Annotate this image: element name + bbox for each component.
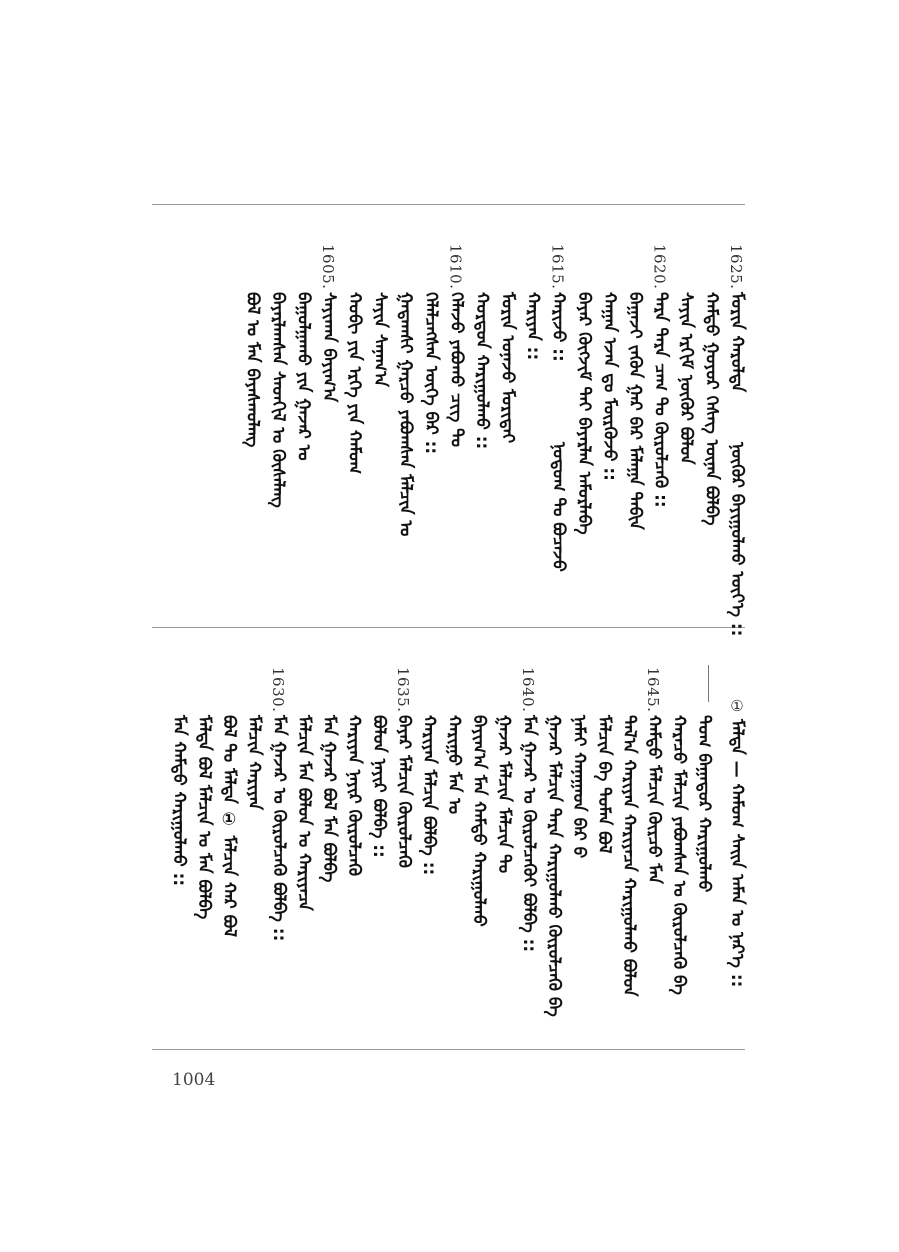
verse-line: ᠬᠠᠷᠢᠵᠤ ::	[548, 292, 569, 362]
verse-line: ᠬᠠᠭᠠᠨ ᠡᠵᠡᠨ ᠳᠤ ᠮᠦᠷᠭᠦᠵᠦ ::	[599, 292, 620, 481]
verse-line: ᠪᠣᠯᠤᠨ ᠨᠠᠶᠢᠷ ᠪᠣᠯᠪᠠ ::	[369, 715, 389, 858]
verse-line: ᠮᠠᠯᠴᠢᠨ ᠬᠠᠷᠢᠶᠠᠨ	[244, 715, 264, 811]
verse-line: ᠮᠠᠯᠲᠠ ᠪᠣᠯ ᠮᠠᠯᠴᠢᠨ ᠤ ᠮᠠᠨ ᠪᠣᠯᠪᠠ	[194, 715, 214, 920]
verse-line: ᠬᠤᠪᠢ ᠶᠢᠨ ᠡᠷᠬᠡ ᠶᠢᠨ ᠬᠠᠮᠤᠭ	[344, 292, 365, 475]
line-number: 1610.	[446, 244, 465, 290]
verse-line: ᠨᠠᠮᠠᠢ ᠬᠠᠨᠠᠭᠠᠳ ᠪᠠᠷ ᠪ	[569, 715, 589, 859]
verse-line: ᠭᠠᠵᠠᠷ ᠮᠠᠯᠴᠢᠨ ᠲᠡᠷᠡ ᠬᠠᠷᠢᠭᠤᠯᠬᠤ ᠬᠦᠷᠦᠯᠴᠡᠬᠦ ᠪᠡ	[544, 715, 564, 1017]
verse-line: ᠪᠠᠶᠢᠭ᠎ᠠ ᠮᠠᠨ ᠬᠠᠮᠲᠤ ᠬᠠᠷᠢᠭᠤᠯᠬᠤ	[469, 715, 489, 927]
line-number: 1625.	[727, 244, 745, 290]
verse-line: ᠮᠠᠯᠴᠢᠨ ᠪᠠ ᠲᠤᠮᠠᠨ ᠪᠣᠯ	[594, 715, 614, 854]
verse-line: ᠪᠠᠭᠤᠯᠭᠠᠬᠤ ᠶᠢᠨ ᠭᠠᠵᠠᠷ ᠤ	[293, 292, 314, 461]
verse-line: ᠮᠠᠯᠴᠢᠨ ᠮᠠᠨ ᠪᠣᠯᠤᠨ ᠤ ᠬᠠᠷᠢᠶᠠᠴᠠ	[294, 715, 314, 911]
verse-line: ᠪᠠᠶᠠᠷ ᠮᠠᠯᠴᠢᠨ ᠬᠦᠷᠦᠯᠴᠡᠬᠦ	[394, 715, 414, 868]
verse-line: ᠪᠠᠶᠠᠷ ᠬᠥᠭᠵᠢᠮ ᠲᠠᠢ ᠪᠠᠶᠠᠷᠯᠠᠨ ᠠᠮᠤᠷᠯᠠᠪᠠ	[574, 292, 594, 535]
verse-line: ᠮᠣᠷᠢᠨ ᠤᠨᠠᠵᠤ ᠮᠣᠷᠢᠲᠠᠢ	[497, 292, 518, 444]
verse-line: ᠮᠠᠨ ᠭᠠᠵᠠᠷ ᠤ ᠬᠦᠷᠦᠯᠴᠡᠬᠦ ᠪᠣᠯᠪᠠ ::	[269, 715, 289, 942]
verse-line: ᠪᠣᠯ ᠤ ᠮᠠᠨ ᠪᠠᠶᠠᠰᠬᠤᠯᠠᠩ	[242, 292, 263, 448]
footnote-marker: ①	[728, 697, 746, 715]
middle-rule	[152, 627, 745, 628]
verse-line: ᠬᠠᠷᠠᠴᠤ ᠮᠠᠯᠴᠢᠨ ᠶᠠᠪᠤᠭᠰᠠᠨ ᠤ ᠬᠦᠷᠦᠯᠴᠡᠬᠦ ᠪᠡ	[669, 715, 689, 995]
verse-line: ᠰᠠᠶᠢᠬᠠᠨ ᠪᠠᠶᠢᠭ᠎ᠠ	[319, 292, 339, 403]
verse-line: ᠬᠡᠯᠡᠯᠴᠡᠭᠰᠡᠨ ᠦᠭᠡ ᠪᠡᠷ ::	[421, 292, 441, 455]
page-number: 1004	[172, 1070, 216, 1090]
line-number: 1605.	[319, 244, 337, 290]
verse-line: ᠬᠠᠷᠢᠶᠠᠨ ᠮᠠᠯᠴᠢᠨ ᠪᠣᠯᠪᠠ ::	[419, 715, 439, 876]
verse-line: ᠬᠠᠷᠢᠶᠠᠨ ᠨᠠᠶᠢᠷ ᠬᠦᠷᠦᠯᠴᠡᠬᠦ	[344, 715, 364, 877]
verse-line: ᠰᠠᠶᠢᠨ ᠡᠷᠬᠢᠮ ᠨᠥᠬᠦᠷ ᠪᠣᠯᠤᠨ	[676, 292, 696, 465]
verse-line: ᠪᠣᠯ ᠲᠤ ᠮᠠᠯᠲᠠ ① ᠮᠠᠯᠴᠢᠨ ᠬᠠᠷ ᠪᠣᠯ	[219, 715, 239, 937]
footnote-text: ᠮᠠᠯᠲᠠ — ᠬᠠᠮᠤᠭ ᠰᠠᠢᠨ ᠠᠮᠠᠨ ᠤ ᠨᠡᠷ᠎ᠡ ::	[727, 719, 747, 988]
verse-line: ᠮᠣᠷᠢᠨ ᠬᠠᠷᠤᠯᠲᠠ	[727, 292, 747, 393]
verse-line: ᠨᠥᠬᠦᠷ ᠪᠠᠶᠢᠭᠤᠯᠬᠤ ᠦᠶ᠎ᠡ ::	[727, 442, 747, 637]
verse-line: ᠰᠠᠶᠢᠨ ᠰᠠᠨᠠᠭ᠎ᠠ	[370, 292, 390, 387]
verse-line: ᠪᠠᠶᠠᠷᠯᠠᠭᠰᠠᠨ ᠰᠡᠳᠬᠢᠯ ᠤ ᠬᠦᠰᠡᠯᠡᠩ	[268, 292, 288, 508]
verse-line: ᠨᠤᠲᠤᠭ ᠲᠤ ᠪᠤᠴᠠᠵᠤ	[548, 442, 569, 572]
verse-line: ᠲᠠᠯ᠎ᠠ ᠬᠠᠷᠢᠶᠠᠨ ᠬᠠᠷᠢᠶᠠᠴᠠ ᠬᠠᠷᠢᠭᠤᠯᠬᠤ ᠪᠣᠯᠤᠨ	[619, 715, 639, 997]
upper-verse-block	[0, 244, 899, 637]
verse-line: ᠪᠠᠭᠠᠵᠢ ᠵᠡᠭᠦᠨ ᠭᠠᠷ ᠪᠡᠷ ᠮᠠᠯᠠᠭᠠ ᠲᠠᠪᠢᠨ	[625, 292, 645, 530]
verse-line: ᠮᠠᠨ ᠬᠠᠮᠲᠤ ᠬᠠᠷᠢᠭᠤᠯᠬᠤ ::	[169, 715, 189, 887]
bottom-rule	[152, 1049, 745, 1050]
verse-line: ᠬᠠᠷᠢᠶᠠᠨ ::	[523, 292, 543, 361]
verse-line: ᠬᠡᠯᠡᠵᠦ ᠶᠠᠪᠤᠬᠤ ᠴᠢᠭ ᠲᠤ	[446, 292, 467, 447]
verse-line: ᠬᠠᠷᠢᠭᠤ ᠮᠠᠨ ᠤ	[444, 715, 464, 815]
verse-line: ᠬᠤᠷᠳᠤᠨ ᠬᠠᠷᠢᠭᠤᠯᠬᠤ ::	[472, 292, 492, 450]
line-number: 1645.	[644, 667, 662, 713]
line-number: 1640.	[519, 667, 537, 713]
line-number: 1620.	[650, 244, 669, 290]
verse-line: ᠭᠠᠵᠠᠷ ᠮᠠᠯᠴᠢᠨ ᠮᠠᠯᠴᠢᠨ ᠲᠤ	[494, 715, 514, 874]
line-number: 1615.	[548, 244, 567, 290]
verse-line: ᠲᠡᠷᠡ ᠲᠡᠷᠡ ᠴᠠᠭ ᠲᠤ ᠬᠦᠷᠦᠯᠴᠡᠬᠦ ::	[650, 292, 671, 508]
verse-line: ᠮᠠᠨ ᠭᠠᠵᠠᠷ ᠤ ᠬᠦᠷᠦᠯᠴᠡᠬᠦᠢ ᠪᠣᠯᠪᠠ ::	[519, 715, 539, 953]
verse-line: ᠲᠤᠭ ᠪᠠᠭᠠᠳᠤᠷ ᠬᠠᠷᠢᠭᠤᠯᠬᠤ	[694, 715, 714, 893]
verse-line: ᠬᠠᠮᠲᠤ ᠮᠠᠯᠴᠢᠨ ᠬᠦᠷᠴᠦ ᠮᠠᠨ	[644, 715, 664, 884]
verse-line: ᠭᠠᠳᠠᠭᠰᠢ ᠭᠠᠷᠴᠤ ᠶᠠᠪᠤᠭᠰᠠᠨ ᠮᠠᠯᠴᠢᠨ ᠤ	[395, 292, 416, 537]
top-rule	[152, 204, 745, 205]
line-number: 1635.	[394, 667, 412, 713]
lower-verse-block	[0, 667, 899, 1017]
line-number: 1630.	[269, 667, 287, 713]
verse-line: ᠮᠠᠨ ᠭᠠᠵᠠᠷ ᠪᠣᠯ ᠮᠠᠨ ᠪᠣᠯᠪᠠ	[319, 715, 339, 883]
verse-line: ᠬᠠᠮᠲᠤ ᠭᠤᠶᠤᠷ ᠬᠡᠰᠡᠭ ᠦᠨᠡᠨ ᠪᠣᠯᠪᠠ	[701, 292, 722, 526]
